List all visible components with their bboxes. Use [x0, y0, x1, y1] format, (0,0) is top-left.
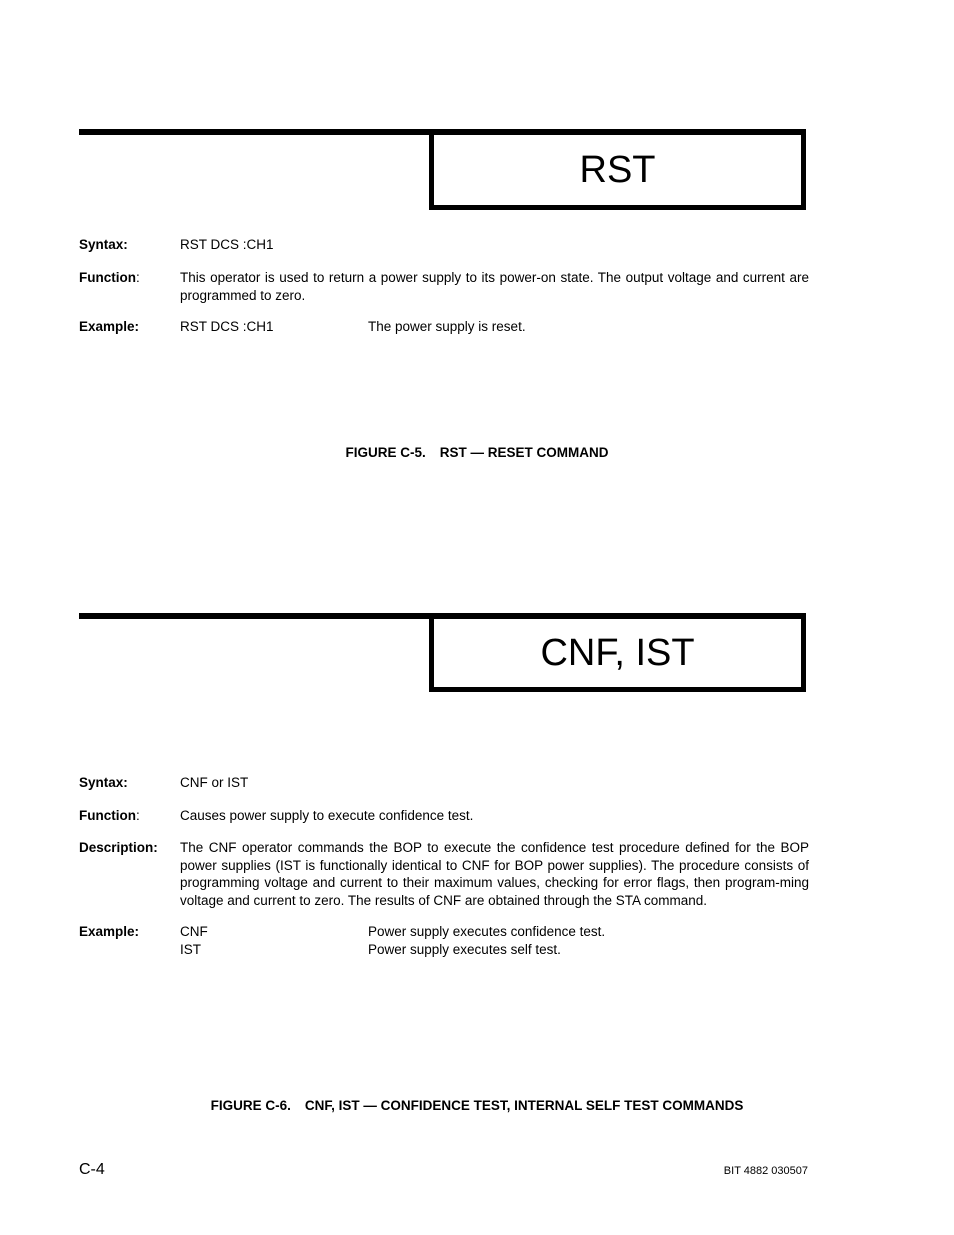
rst-syntax-value: RST DCS :CH1	[180, 237, 274, 252]
cnf-description-text: The CNF operator commands the BOP to execute the confidence test procedure defined for the BOP power supplies (IST is functionally identical to CNF for BOP power supplies). The procedure consists of programming voltage and current to their maximum values, checking for error flags, then program-ming voltage and current to zero. The results of CNF are obtained through the STA command.	[180, 840, 809, 908]
document-id: BIT 4882 030507	[723, 1165, 808, 1177]
example-description: Power supply executes self test.	[368, 942, 561, 957]
figure-caption-c5: FIGURE C-5. RST — RESET COMMAND	[345, 445, 609, 460]
cnf-function-text: Causes power supply to execute confidence test.	[180, 808, 474, 823]
example-command: IST	[180, 942, 202, 957]
rst-heading-box	[429, 130, 806, 210]
rst-function-text: This operator is used to return a power supply to its power-on state. The output voltage and current are programmed to zero.	[180, 270, 809, 303]
example-command: RST DCS :CH1	[180, 319, 274, 334]
cnf-syntax-value: CNF or IST	[180, 775, 249, 790]
cnf-heading: CNF, IST	[540, 631, 695, 674]
syntax-label: Syntax:	[79, 237, 128, 252]
example-description: Power supply executes confidence test.	[368, 924, 606, 939]
example-label: Example:	[79, 319, 140, 334]
example-label: Example:	[79, 924, 140, 939]
cnf-heading-box	[429, 614, 806, 692]
example-command: CNF	[180, 924, 208, 939]
rst-heading: RST	[579, 148, 656, 191]
function-label: Function:	[79, 808, 140, 823]
page-number: C-4	[79, 1161, 105, 1178]
example-description: The power supply is reset.	[368, 319, 526, 334]
description-label: Description:	[79, 840, 158, 855]
function-label: Function:	[79, 270, 140, 285]
figure-caption-c6: FIGURE C-6. CNF, IST — CONFIDENCE TEST, INTERNAL SELF TEST COMMANDS	[210, 1098, 744, 1113]
syntax-label: Syntax:	[79, 775, 128, 790]
